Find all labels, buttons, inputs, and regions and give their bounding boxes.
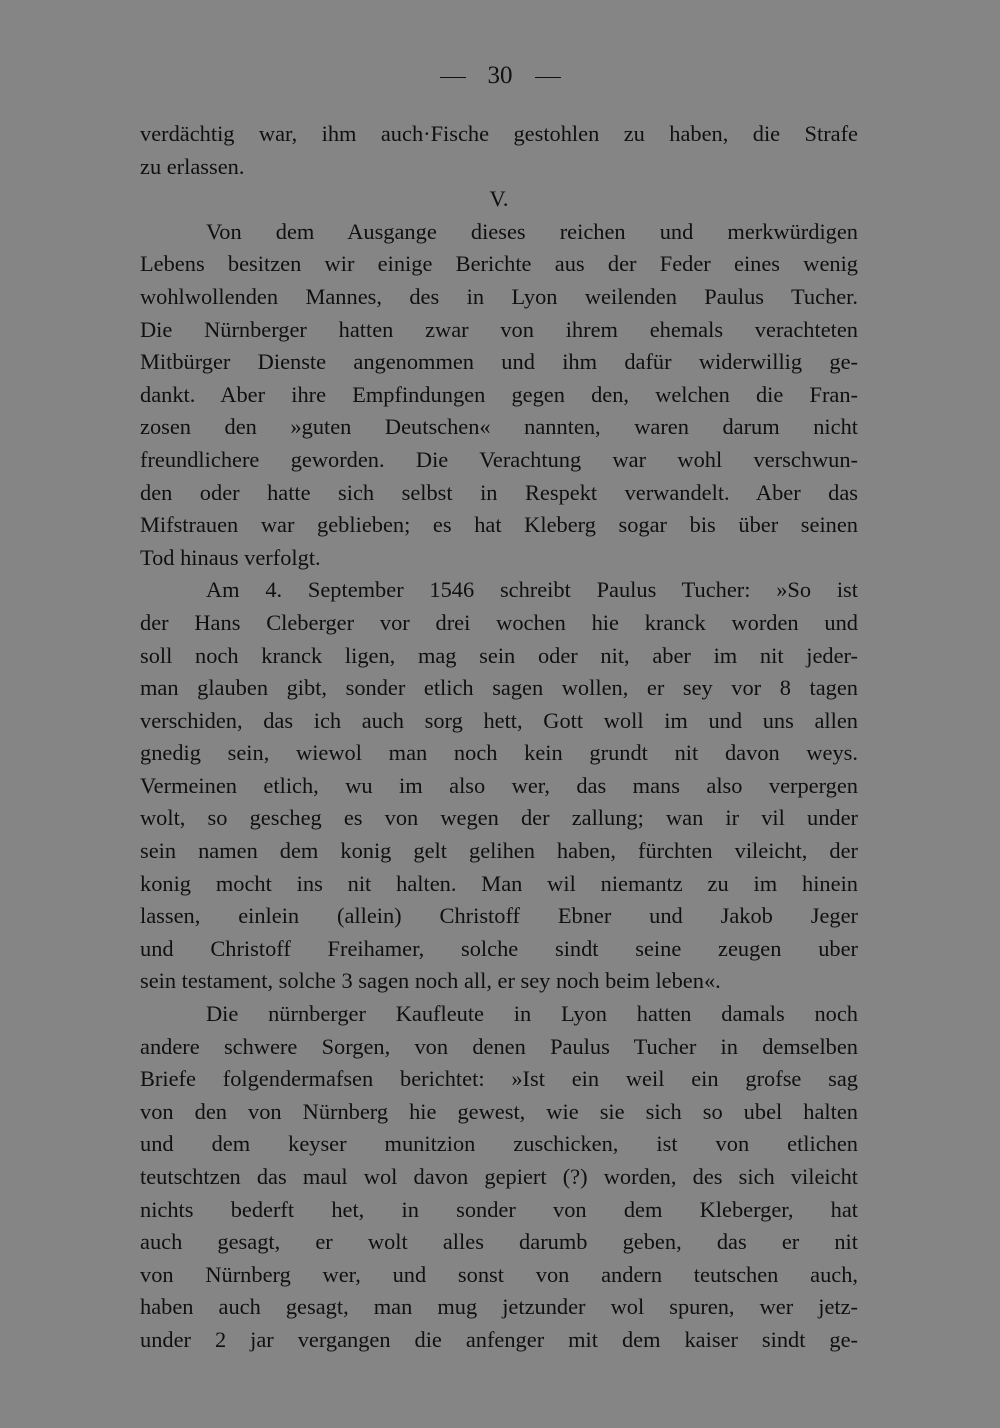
text-line: Von dem Ausgange dieses reichen und merkwürdigen — [206, 218, 858, 244]
page-header — [0, 62, 1000, 90]
text-line: der Hans Cleberger vor drei wochen hie kranck worden und — [140, 609, 858, 635]
text-line: Die nürnberger Kaufleute in Lyon hatten damals noch — [206, 1001, 858, 1027]
text-line: Tod hinaus verfolgt. — [140, 544, 321, 570]
body-text — [140, 118, 858, 1357]
text-line: Mifstrauen war geblieben; es hat Kleberg sogar bis über seinen — [140, 512, 858, 538]
text-line: dankt. Aber ihre Empfindungen gegen den, welchen die Fran- — [140, 381, 858, 407]
text-line: von den von Nürnberg hie gewest, wie sie sich so ubel halten — [140, 1098, 858, 1124]
text-line: wohlwollenden Mannes, des in Lyon weilenden Paulus Tucher. — [140, 283, 858, 309]
text-line: haben auch gesagt, man mug jetzunder wol spuren, wer jetz- — [140, 1294, 858, 1320]
text-line: Vermeinen etlich, wu im also wer, das mans also verpergen — [140, 772, 858, 798]
text-line: zu erlassen. — [140, 153, 245, 179]
text-line: under 2 jar vergangen die anfenger mit dem kaiser sindt ge- — [140, 1326, 858, 1352]
text-line: lassen, einlein (allein) Christoff Ebner und Jakob Jeger — [140, 903, 858, 929]
right-dash — [535, 77, 561, 78]
page-number: 30 — [487, 62, 513, 89]
text-line: verdächtig war, ihm auch·Fische gestohlen zu haben, die Strafe — [140, 121, 858, 146]
text-line: soll noch kranck ligen, mag sein oder nit, aber im nit jeder- — [140, 642, 858, 668]
text-line: verschiden, das ich auch sorg hett, Gott woll im und uns allen — [140, 707, 858, 733]
text-line: Mitbürger Dienste angenommen und ihm dafür widerwillig ge- — [140, 349, 858, 375]
text-line: und dem keyser munitzion zuschicken, ist von etlichen — [140, 1131, 858, 1157]
left-dash — [440, 77, 466, 78]
text-line: gnedig sein, wiewol man noch kein grundt nit davon weys. — [140, 740, 858, 766]
text-line: sein testament, solche 3 sagen noch all, er sey noch beim leben«. — [140, 968, 721, 994]
text-line: Briefe folgendermafsen berichtet: »Ist ein weil ein grofse sag — [140, 1066, 858, 1092]
text-line: von Nürnberg wer, und sonst von andern teutschen auch, — [140, 1261, 858, 1287]
text-line: man glauben gibt, sonder etlich sagen wollen, er sey vor 8 tagen — [140, 675, 858, 701]
text-line: konig mocht ins nit halten. Man wil niemantz zu im hinein — [140, 870, 858, 896]
text-line: Lebens besitzen wir einige Berichte aus der Feder eines wenig — [140, 251, 858, 277]
text-line: teutschtzen das maul wol davon gepiert (?) worden, des sich vileicht — [140, 1164, 858, 1189]
text-line: Die Nürnberger hatten zwar von ihrem ehemals verachteten — [140, 316, 858, 342]
text-line: sein namen dem konig gelt gelihen haben, fürchten vileicht, der — [140, 838, 858, 864]
text-line: wolt, so gescheg es von wegen der zallung; wan ir vil under — [140, 805, 858, 831]
text-line: auch gesagt, er wolt alles darumb geben, das er nit — [140, 1229, 858, 1255]
text-line: andere schwere Sorgen, von denen Paulus Tucher in demselben — [140, 1033, 858, 1059]
text-line: nichts bederft het, in sonder von dem Kleberger, hat — [140, 1196, 858, 1222]
text-line: freundlichere geworden. Die Verachtung war wohl verschwun- — [140, 446, 858, 472]
text-line: zosen den »guten Deutschen« nannten, waren darum nicht — [140, 414, 858, 440]
text-line: Am 4. September 1546 schreibt Paulus Tucher: »So ist — [206, 577, 858, 603]
section-heading: V. — [489, 186, 509, 212]
text-line: den oder hatte sich selbst in Respekt verwandelt. Aber das — [140, 479, 858, 505]
text-line: und Christoff Freihamer, solche sindt seine zeugen uber — [140, 935, 858, 961]
